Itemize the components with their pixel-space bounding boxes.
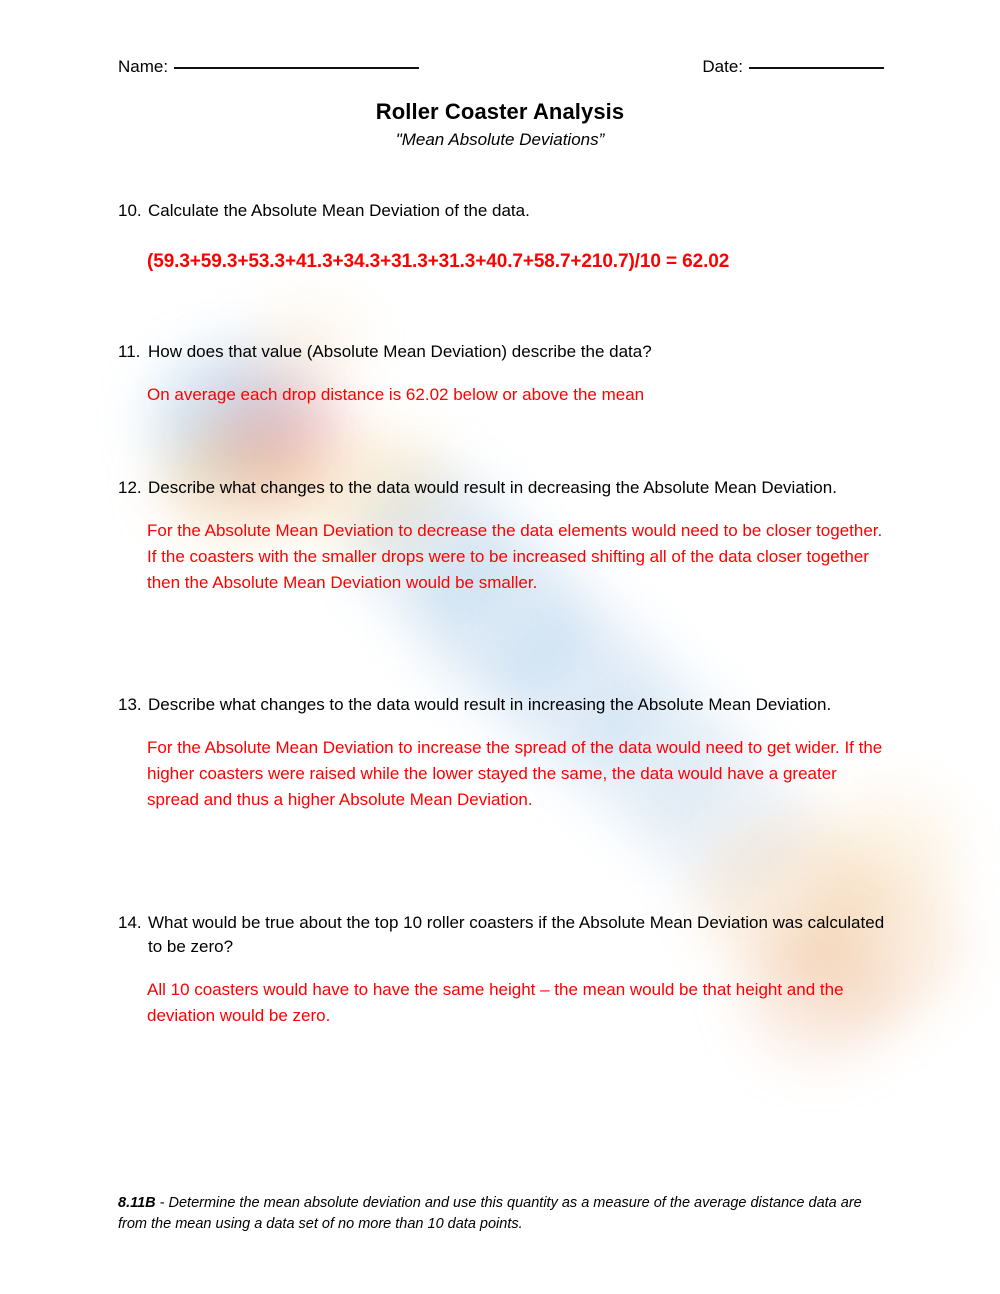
question-text: Describe what changes to the data would result in decreasing the Absolute Mean Deviation.: [148, 478, 837, 497]
answer-text: For the Absolute Mean Deviation to decrease the data elements would need to be closer together. If the coasters with the smaller drops were to be increased shifting all of the data closer together then the Absolute Mean Deviation would be smaller.: [147, 521, 883, 593]
name-label: Name:: [118, 57, 169, 76]
question-number: 14.: [118, 913, 142, 932]
question-item: [118, 340, 886, 408]
answer-text: (59.3+59.3+53.3+41.3+34.3+31.3+31.3+40.7+58.7+210.7)/10 = 62.02: [147, 251, 730, 273]
page-subtitle: "Mean Absolute Deviations”: [395, 130, 605, 149]
question-number: 11.: [118, 342, 141, 361]
question-number: 13.: [118, 695, 142, 714]
standard-description: - Determine the mean absolute deviation and use this quantity as a measure of the average distance data are from the mean using a data set of no more than 10 data points.: [118, 1195, 862, 1233]
date-write-line[interactable]: [749, 67, 884, 69]
name-write-line[interactable]: [174, 67, 419, 69]
standard-footer: [118, 1193, 878, 1235]
question-text: What would be true about the top 10 roller coasters if the Absolute Mean Deviation was calculated to be zero?: [148, 913, 885, 957]
standard-code: 8.11B: [118, 1195, 156, 1211]
question-text: Describe what changes to the data would result in increasing the Absolute Mean Deviation.: [148, 695, 832, 714]
question-item: [118, 476, 886, 596]
answer-text: For the Absolute Mean Deviation to increase the spread of the data would need to get wider. If the higher coasters were raised while the lower stayed the same, the data would have a greater spread and thus a higher Absolute Mean Deviation.: [147, 738, 883, 810]
question-item: [118, 199, 886, 276]
answer-text: All 10 coasters would have to have the same height – the mean would be that height and the deviation would be zero.: [147, 980, 844, 1026]
name-date-row: [118, 57, 884, 77]
date-field[interactable]: [702, 57, 884, 77]
answer-text: On average each drop distance is 62.02 below or above the mean: [147, 385, 645, 405]
question-line: [118, 911, 886, 959]
question-line: [118, 199, 886, 223]
question-line: [118, 340, 886, 364]
question-text: Calculate the Absolute Mean Deviation of the data.: [148, 201, 530, 220]
name-field[interactable]: [118, 57, 419, 77]
question-number: 12.: [118, 478, 142, 497]
question-item: [118, 693, 886, 813]
question-line: [118, 476, 886, 500]
question-item: [118, 911, 886, 1029]
question-text: How does that value (Absolute Mean Deviation) describe the data?: [148, 342, 652, 361]
date-label: Date:: [702, 57, 743, 76]
question-number: 10.: [118, 201, 142, 220]
page-title: Roller Coaster Analysis: [375, 99, 625, 124]
question-line: [118, 693, 886, 717]
